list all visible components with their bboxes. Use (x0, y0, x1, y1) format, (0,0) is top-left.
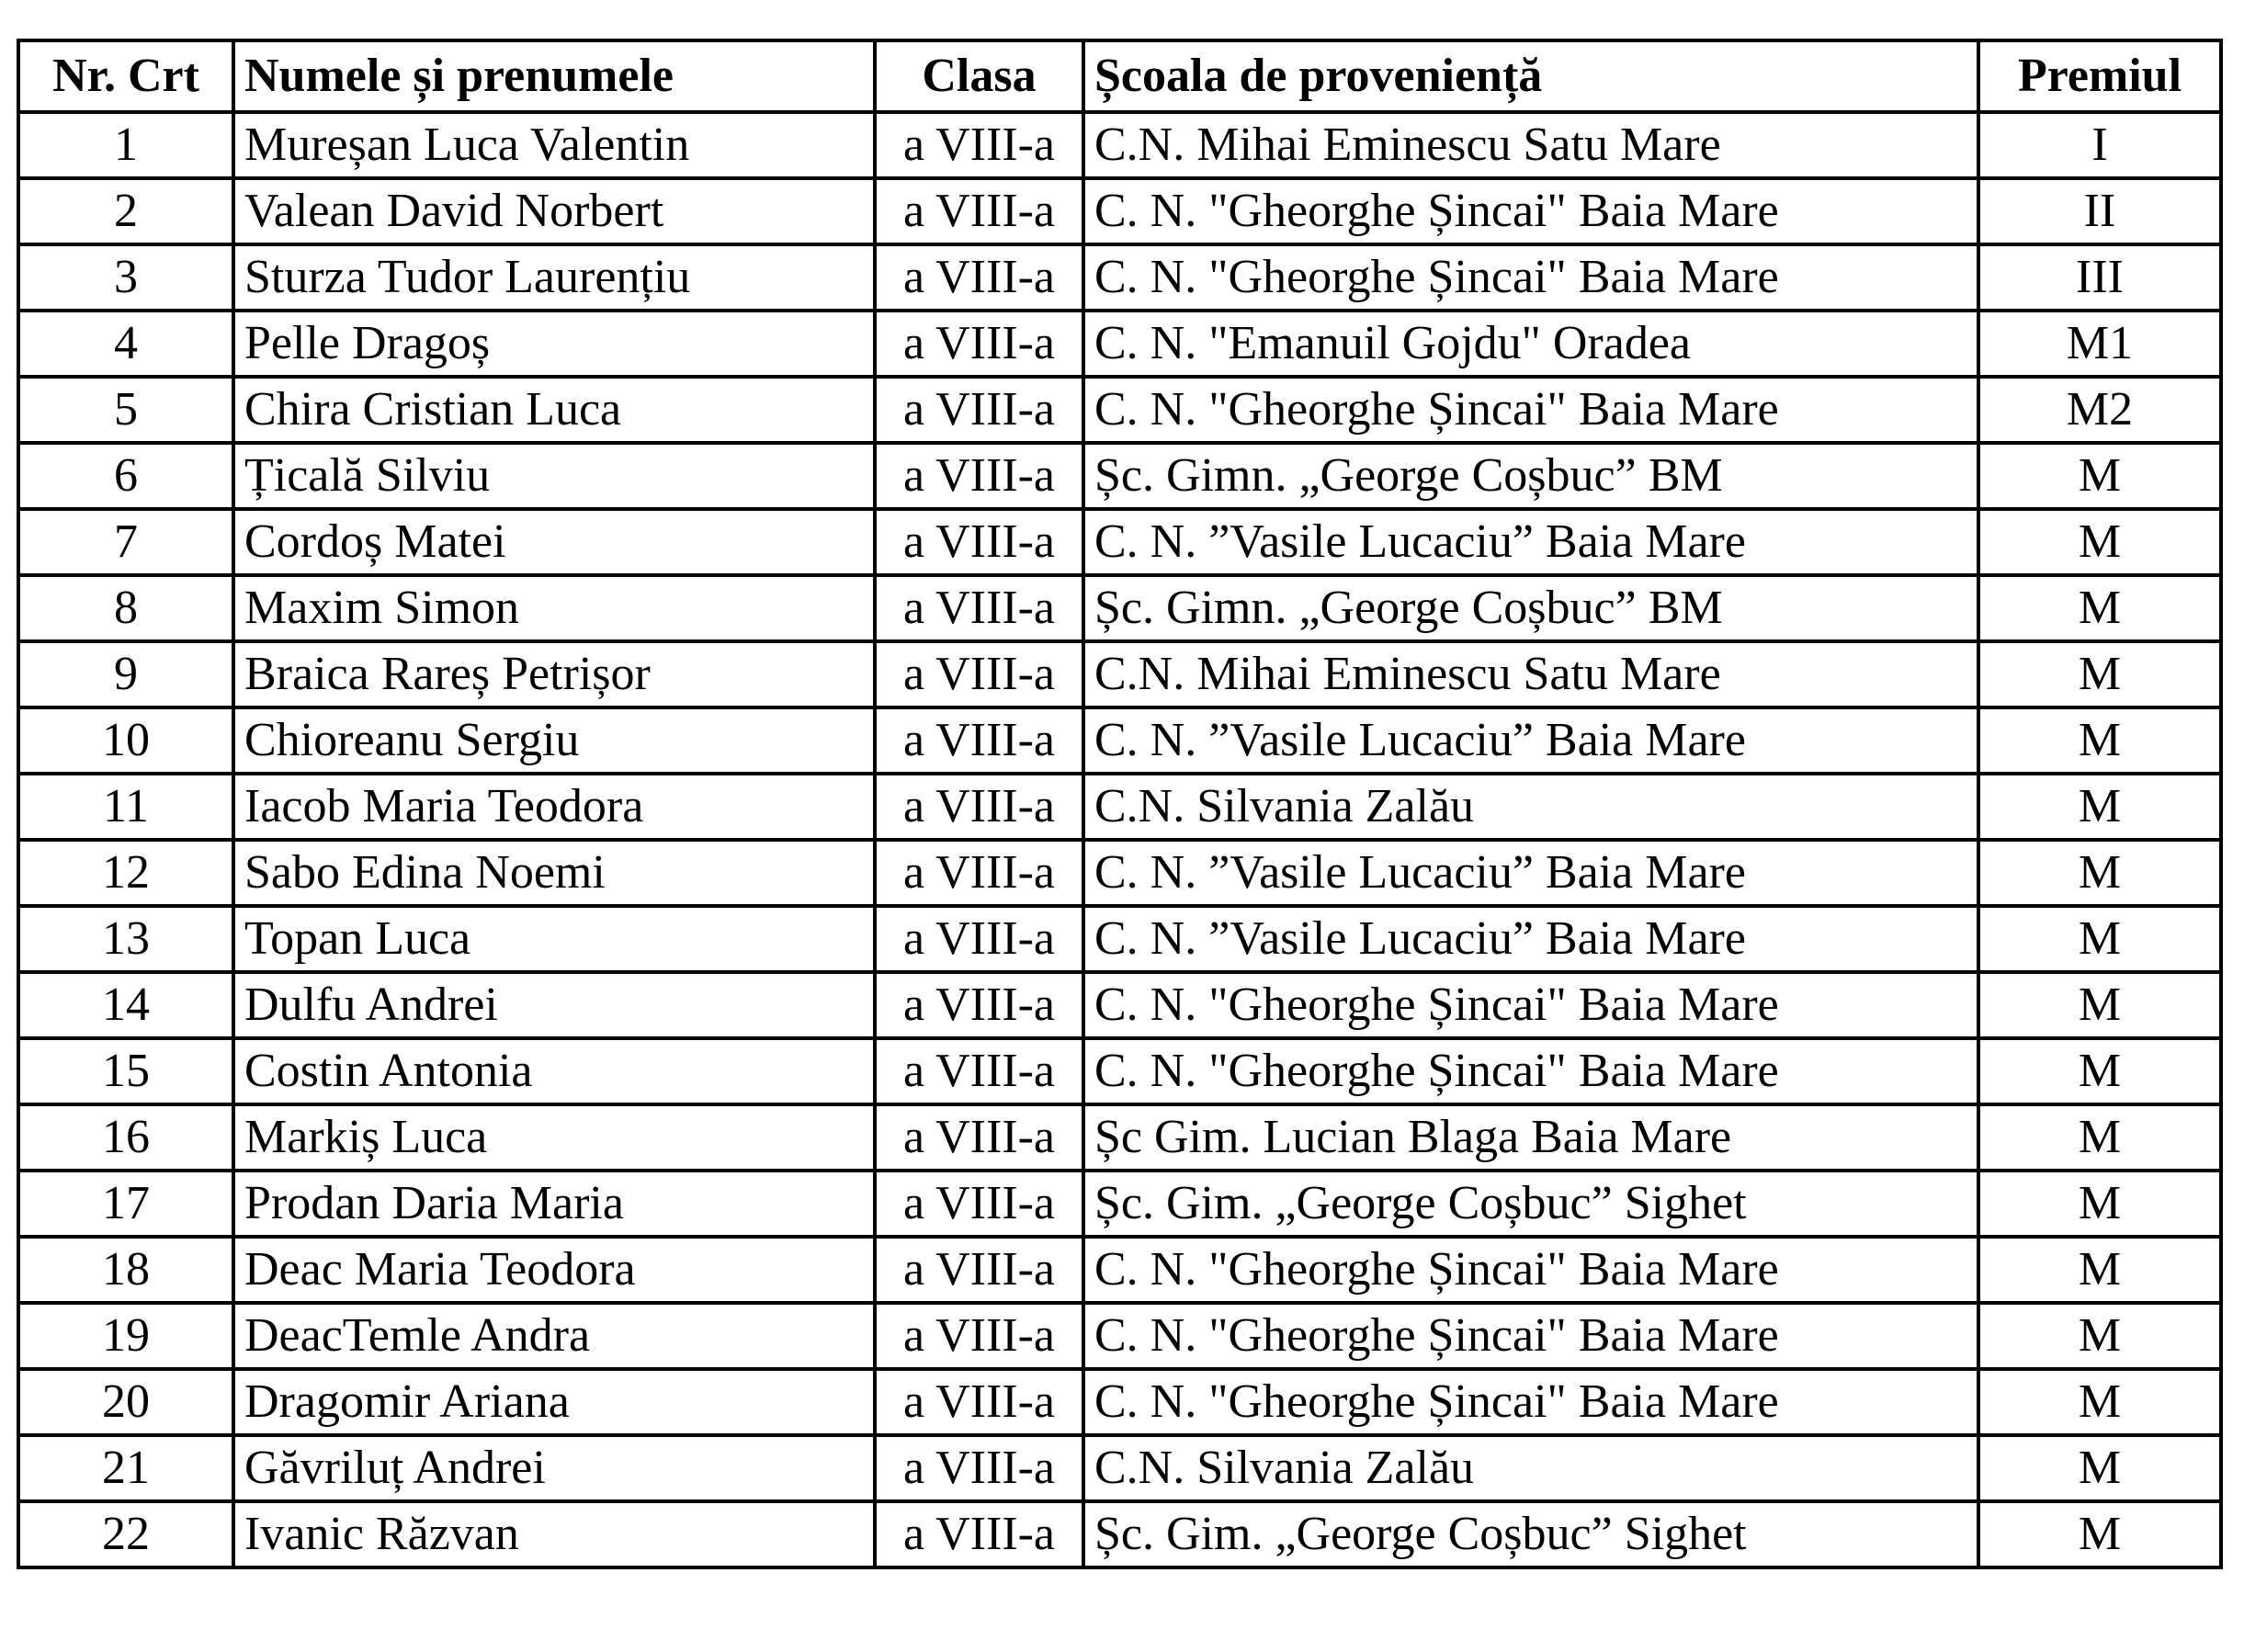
row-nr-cell: 21 (18, 1435, 233, 1501)
class-cell: a VIII-a (875, 1435, 1083, 1501)
table-row (18, 1303, 2221, 1369)
prize-cell: M (1978, 1435, 2221, 1501)
row-nr-cell: 2 (18, 178, 233, 244)
table-row (18, 1038, 2221, 1104)
class-cell: a VIII-a (875, 1237, 1083, 1303)
prize-cell: M (1978, 707, 2221, 774)
school-cell: C. N. "Gheorghe Șincai" Baia Mare (1083, 377, 1978, 443)
student-name-cell: Sturza Tudor Laurențiu (233, 244, 875, 311)
school-cell: C. N. "Gheorghe Șincai" Baia Mare (1083, 1237, 1978, 1303)
header-prize: Premiul (1978, 40, 2221, 112)
school-cell: C. N. ”Vasile Lucaciu” Baia Mare (1083, 509, 1978, 575)
prize-cell: M2 (1978, 377, 2221, 443)
row-nr-cell: 18 (18, 1237, 233, 1303)
prize-cell: M (1978, 906, 2221, 972)
class-cell: a VIII-a (875, 707, 1083, 774)
school-cell: C. N. ”Vasile Lucaciu” Baia Mare (1083, 906, 1978, 972)
school-cell: Șc. Gim. „George Coșbuc” Sighet (1083, 1501, 1978, 1567)
table-row (18, 178, 2221, 244)
school-cell: C. N. "Gheorghe Șincai" Baia Mare (1083, 178, 1978, 244)
table-row (18, 443, 2221, 509)
table-row (18, 641, 2221, 707)
row-nr-cell: 13 (18, 906, 233, 972)
row-nr-cell: 6 (18, 443, 233, 509)
row-nr-cell: 5 (18, 377, 233, 443)
student-name-cell: Sabo Edina Noemi (233, 840, 875, 906)
school-cell: C. N. ”Vasile Lucaciu” Baia Mare (1083, 707, 1978, 774)
student-name-cell: Dulfu Andrei (233, 972, 875, 1038)
prize-cell: M (1978, 774, 2221, 840)
student-name-cell: Mureșan Luca Valentin (233, 112, 875, 178)
school-cell: C. N. "Gheorghe Șincai" Baia Mare (1083, 1038, 1978, 1104)
student-name-cell: Valean David Norbert (233, 178, 875, 244)
table-row (18, 774, 2221, 840)
student-name-cell: Chira Cristian Luca (233, 377, 875, 443)
student-name-cell: Țicală Silviu (233, 443, 875, 509)
row-nr-cell: 11 (18, 774, 233, 840)
student-name-cell: Găvriluț Andrei (233, 1435, 875, 1501)
row-nr-cell: 8 (18, 575, 233, 641)
school-cell: Șc Gim. Lucian Blaga Baia Mare (1083, 1104, 1978, 1171)
table-row (18, 575, 2221, 641)
header-school: Școala de proveniență (1083, 40, 1978, 112)
student-name-cell: Topan Luca (233, 906, 875, 972)
row-nr-cell: 3 (18, 244, 233, 311)
class-cell: a VIII-a (875, 1369, 1083, 1435)
student-name-cell: Costin Antonia (233, 1038, 875, 1104)
table-row (18, 707, 2221, 774)
row-nr-cell: 4 (18, 311, 233, 377)
row-nr-cell: 20 (18, 1369, 233, 1435)
class-cell: a VIII-a (875, 774, 1083, 840)
student-name-cell: Chioreanu Sergiu (233, 707, 875, 774)
student-name-cell: DeacTemle Andra (233, 1303, 875, 1369)
student-name-cell: Prodan Daria Maria (233, 1171, 875, 1237)
class-cell: a VIII-a (875, 1303, 1083, 1369)
prize-cell: M (1978, 1038, 2221, 1104)
prize-cell: M (1978, 1303, 2221, 1369)
class-cell: a VIII-a (875, 178, 1083, 244)
prize-cell: M (1978, 1237, 2221, 1303)
results-table (17, 39, 2223, 1569)
school-cell: Șc. Gimn. „George Coșbuc” BM (1083, 575, 1978, 641)
prize-cell: III (1978, 244, 2221, 311)
row-nr-cell: 14 (18, 972, 233, 1038)
table-row (18, 377, 2221, 443)
row-nr-cell: 9 (18, 641, 233, 707)
school-cell: C.N. Mihai Eminescu Satu Mare (1083, 641, 1978, 707)
school-cell: Șc. Gim. „George Coșbuc” Sighet (1083, 1171, 1978, 1237)
class-cell: a VIII-a (875, 1171, 1083, 1237)
table-row (18, 1104, 2221, 1171)
prize-cell: M (1978, 575, 2221, 641)
student-name-cell: Maxim Simon (233, 575, 875, 641)
class-cell: a VIII-a (875, 1038, 1083, 1104)
table-header (18, 40, 2221, 112)
row-nr-cell: 16 (18, 1104, 233, 1171)
class-cell: a VIII-a (875, 311, 1083, 377)
row-nr-cell: 7 (18, 509, 233, 575)
class-cell: a VIII-a (875, 1104, 1083, 1171)
student-name-cell: Deac Maria Teodora (233, 1237, 875, 1303)
prize-cell: M (1978, 840, 2221, 906)
prize-cell: M (1978, 1369, 2221, 1435)
table-row (18, 311, 2221, 377)
row-nr-cell: 15 (18, 1038, 233, 1104)
table-row (18, 1171, 2221, 1237)
student-name-cell: Iacob Maria Teodora (233, 774, 875, 840)
class-cell: a VIII-a (875, 906, 1083, 972)
class-cell: a VIII-a (875, 972, 1083, 1038)
prize-cell: M (1978, 1104, 2221, 1171)
class-cell: a VIII-a (875, 112, 1083, 178)
class-cell: a VIII-a (875, 443, 1083, 509)
class-cell: a VIII-a (875, 509, 1083, 575)
prize-cell: M1 (1978, 311, 2221, 377)
class-cell: a VIII-a (875, 1501, 1083, 1567)
table-row (18, 1237, 2221, 1303)
class-cell: a VIII-a (875, 641, 1083, 707)
student-name-cell: Ivanic Răzvan (233, 1501, 875, 1567)
prize-cell: M (1978, 972, 2221, 1038)
header-class: Clasa (875, 40, 1083, 112)
prize-cell: II (1978, 178, 2221, 244)
prize-cell: M (1978, 641, 2221, 707)
school-cell: C. N. "Emanuil Gojdu" Oradea (1083, 311, 1978, 377)
table-row (18, 244, 2221, 311)
class-cell: a VIII-a (875, 244, 1083, 311)
prize-cell: M (1978, 1501, 2221, 1567)
school-cell: C. N. "Gheorghe Șincai" Baia Mare (1083, 1303, 1978, 1369)
row-nr-cell: 1 (18, 112, 233, 178)
class-cell: a VIII-a (875, 840, 1083, 906)
table-body (18, 112, 2221, 1567)
table-row (18, 1501, 2221, 1567)
table-row (18, 1435, 2221, 1501)
school-cell: Șc. Gimn. „George Coșbuc” BM (1083, 443, 1978, 509)
prize-cell: M (1978, 1171, 2221, 1237)
header-nr-crt: Nr. Crt (18, 40, 233, 112)
row-nr-cell: 19 (18, 1303, 233, 1369)
student-name-cell: Braica Rareș Petrișor (233, 641, 875, 707)
prize-cell: M (1978, 443, 2221, 509)
school-cell: C.N. Mihai Eminescu Satu Mare (1083, 112, 1978, 178)
school-cell: C. N. "Gheorghe Șincai" Baia Mare (1083, 972, 1978, 1038)
student-name-cell: Pelle Dragoș (233, 311, 875, 377)
student-name-cell: Markiș Luca (233, 1104, 875, 1171)
row-nr-cell: 17 (18, 1171, 233, 1237)
prize-cell: I (1978, 112, 2221, 178)
table-row (18, 840, 2221, 906)
class-cell: a VIII-a (875, 575, 1083, 641)
school-cell: C.N. Silvania Zalău (1083, 774, 1978, 840)
table-row (18, 906, 2221, 972)
school-cell: C. N. "Gheorghe Șincai" Baia Mare (1083, 244, 1978, 311)
school-cell: C.N. Silvania Zalău (1083, 1435, 1978, 1501)
table-row (18, 112, 2221, 178)
table-row (18, 1369, 2221, 1435)
student-name-cell: Cordoș Matei (233, 509, 875, 575)
school-cell: C. N. ”Vasile Lucaciu” Baia Mare (1083, 840, 1978, 906)
school-cell: C. N. "Gheorghe Șincai" Baia Mare (1083, 1369, 1978, 1435)
prize-cell: M (1978, 509, 2221, 575)
table-row (18, 509, 2221, 575)
header-row (18, 40, 2221, 112)
table-row (18, 972, 2221, 1038)
row-nr-cell: 12 (18, 840, 233, 906)
header-name: Numele și prenumele (233, 40, 875, 112)
class-cell: a VIII-a (875, 377, 1083, 443)
row-nr-cell: 10 (18, 707, 233, 774)
row-nr-cell: 22 (18, 1501, 233, 1567)
student-name-cell: Dragomir Ariana (233, 1369, 875, 1435)
